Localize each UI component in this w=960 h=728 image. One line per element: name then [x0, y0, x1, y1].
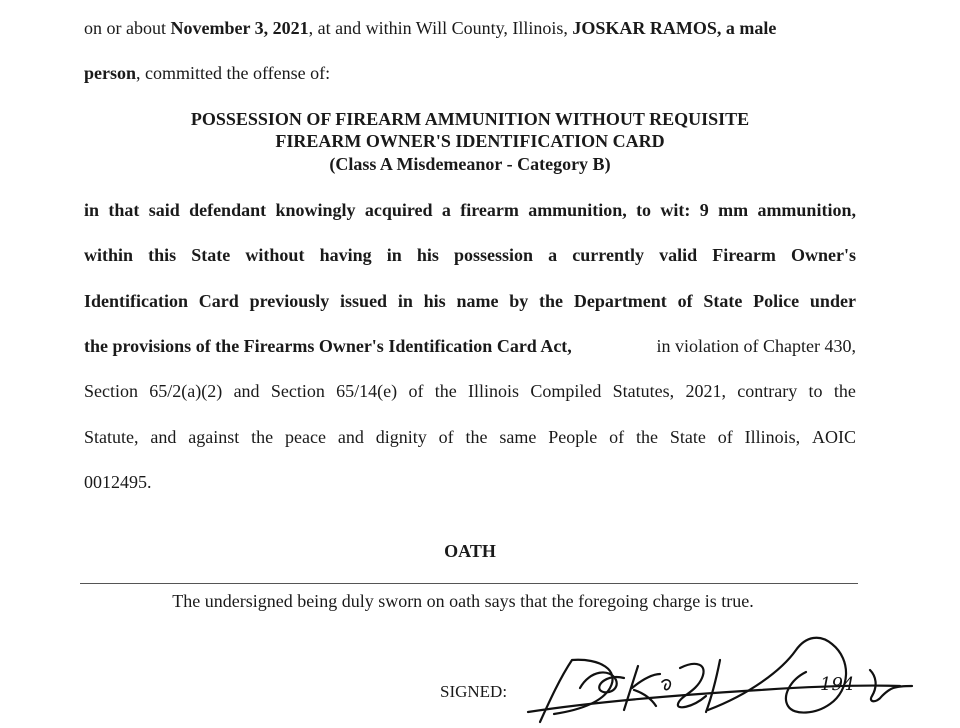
word: Statutes,: [612, 381, 675, 401]
word: wit:: [660, 200, 691, 220]
word: AOIC: [811, 427, 856, 447]
defendant-name: JOSKAR RAMOS, a male: [572, 18, 777, 38]
word: Department: [573, 291, 667, 311]
word: in: [84, 200, 100, 220]
word: valid: [659, 245, 698, 265]
word: Owner's: [790, 245, 856, 265]
word: Identification: [84, 291, 189, 311]
word: by: [509, 291, 529, 311]
word: a: [548, 245, 558, 265]
word: to: [808, 381, 823, 401]
word: within: [84, 245, 134, 265]
word: the: [635, 427, 658, 447]
word: the: [833, 381, 856, 401]
charge-line-3: [84, 290, 856, 312]
word: acquired: [364, 200, 433, 220]
charge-line-1: [84, 199, 856, 221]
word: dignity: [375, 427, 427, 447]
word: possession: [454, 245, 534, 265]
word: previously: [249, 291, 330, 311]
oath-statement: The undersigned being duly sworn on oath says that the foregoing charge is true.: [172, 591, 754, 611]
word: a: [441, 200, 451, 220]
word: in: [397, 291, 413, 311]
word: currently: [572, 245, 644, 265]
word: name: [456, 291, 499, 311]
word: that: [108, 200, 140, 220]
word: of: [408, 381, 424, 401]
word: Statute,: [84, 427, 139, 447]
charge-line-5: [84, 380, 856, 402]
word: under: [809, 291, 856, 311]
word: State: [191, 245, 231, 265]
word: issued: [340, 291, 388, 311]
word: and: [337, 427, 364, 447]
intro-rest: , committed the offense of:: [136, 63, 331, 83]
word: this: [148, 245, 177, 265]
word: 2021,: [685, 381, 726, 401]
word: State: [703, 291, 743, 311]
word: Section: [270, 381, 325, 401]
word: of: [609, 427, 625, 447]
word: without: [245, 245, 305, 265]
word: in: [386, 245, 402, 265]
charge-line-4-rest: in violation of Chapter 430,: [656, 336, 856, 356]
word: Card: [198, 291, 239, 311]
word: his: [416, 245, 439, 265]
signed-label: SIGNED:: [440, 682, 508, 701]
word: of: [717, 427, 733, 447]
offense-date: November 3, 2021: [170, 18, 309, 38]
word: 65/14(e): [336, 381, 398, 401]
intro-text-2: , at and within Will County, Illinois,: [308, 18, 573, 38]
intro-person: person: [84, 63, 137, 83]
word: the: [539, 291, 564, 311]
offense-title-line-1: POSSESSION OF FIREARM AMMUNITION WITHOUT REQUISITE: [190, 109, 750, 129]
intro-line-2: [84, 62, 330, 84]
word: defendant: [189, 200, 267, 220]
intro-text-1: on or about: [84, 18, 171, 38]
charge-line-2: [84, 244, 856, 266]
word: Firearm: [712, 245, 776, 265]
word: ammunition,: [528, 200, 627, 220]
word: same: [499, 427, 537, 447]
oath-heading: OATH: [444, 541, 496, 561]
word: of: [677, 291, 693, 311]
charge-line-6: [84, 426, 856, 448]
word: and: [233, 381, 260, 401]
charge-line-4-bold: the provisions of the Firearms Owner's Identification Card Act,: [84, 336, 572, 356]
word: State: [669, 427, 706, 447]
word: Illinois,: [744, 427, 801, 447]
offense-title-line-2: FIREARM OWNER'S IDENTIFICATION CARD: [275, 131, 665, 151]
word: his: [423, 291, 446, 311]
charge-line-4: [84, 335, 856, 357]
intro-line-1: [84, 17, 856, 39]
word: mm: [718, 200, 749, 220]
word: said: [148, 200, 180, 220]
word: firearm: [460, 200, 519, 220]
offense-classification: (Class A Misdemeanor - Category B): [329, 154, 611, 174]
word: and: [150, 427, 177, 447]
word: the: [465, 427, 488, 447]
word: knowingly: [275, 200, 356, 220]
signature-annotation: 194: [820, 674, 855, 695]
word: Police: [753, 291, 800, 311]
handwritten-signature: [520, 630, 920, 728]
word: 9: [699, 200, 709, 220]
word: peace: [285, 427, 326, 447]
word: having: [319, 245, 372, 265]
word: People: [548, 427, 598, 447]
word: the: [251, 427, 274, 447]
word: to: [636, 200, 652, 220]
word: of: [438, 427, 454, 447]
word: 65/2(a)(2): [149, 381, 223, 401]
oath-divider: [80, 583, 858, 584]
word: contrary: [737, 381, 798, 401]
word: ammunition,: [757, 200, 856, 220]
word: Section: [84, 381, 138, 401]
charge-line-7: 0012495.: [84, 472, 152, 492]
word: the: [434, 381, 457, 401]
word: Illinois: [468, 381, 520, 401]
word: against: [188, 427, 240, 447]
word: Compiled: [530, 381, 602, 401]
